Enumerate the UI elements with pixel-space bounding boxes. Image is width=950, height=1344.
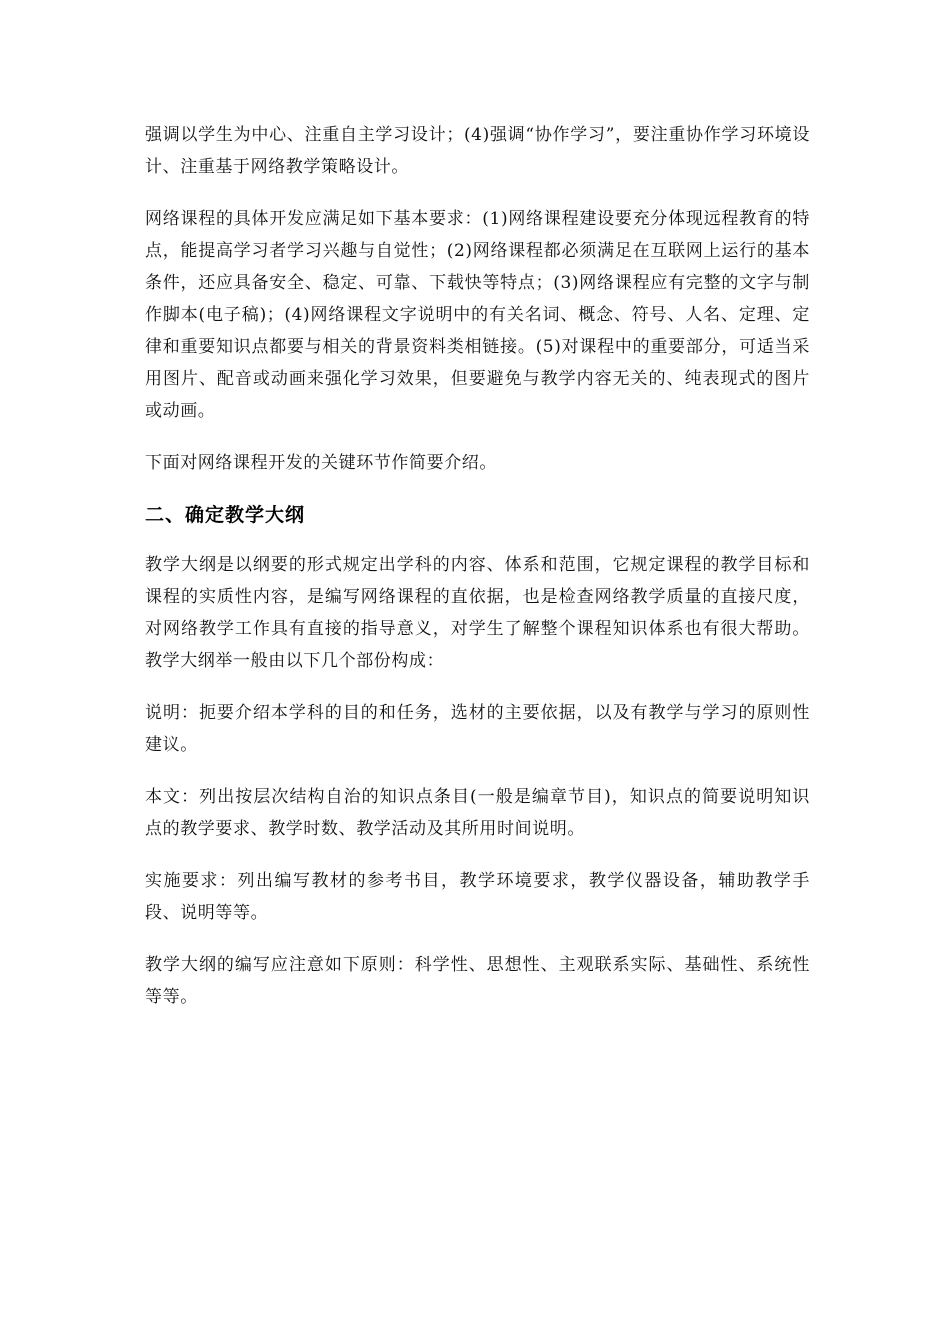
paragraph-implementation: 实施要求：列出编写教材的参考书目，教学环境要求，教学仪器设备，辅助教学手段、说明等等。 (145, 871, 810, 923)
paragraph-main-text: 本文：列出按层次结构自治的知识点条目(一般是编章节目)，知识点的简要说明知识点的教学要求、教学时数、教学活动及其所用时间说明。 (145, 787, 810, 839)
paragraph-basic-requirements: 网络课程的具体开发应满足如下基本要求：(1)网络课程建设要充分体现远程教育的特点，能提高学习者学习兴趣与自觉性；(2)网络课程都必须满足在互联网上运行的基本条件，还应具备安全、稳定、可靠、下载快等特点；(3)网络课程应有完整的文字与制作脚本(电子稿)；(4)网络课程文字说明中的有关名词、概念、符号、人名、定理、定律和重要知识点都要与相关的背景资料类相链接。(5)对课程中的重要部分，可适当采用图片、配音或动画来强化学习效果，但要避免与教学内容无关的、纯表现式的图片或动画。 (145, 209, 810, 421)
section-heading: 二、确定教学大纲 (145, 504, 306, 526)
paragraph-introduction: 下面对网络课程开发的关键环节作简要介绍。 (145, 453, 497, 473)
paragraph-syllabus-definition: 教学大纲是以纲要的形式规定出学科的内容、体系和范围，它规定课程的教学目标和课程的实质性内容，是编写网络课程的直依据，也是检查网络教学质量的直接尺度，对网络教学工作具有直接的指导意义，对学生了解整个课程知识体系也有很大帮助。教学大纲举一般由以下几个部份构成： (145, 555, 810, 671)
document-body (145, 119, 810, 1033)
paragraph-principles: 教学大纲的编写应注意如下原则：科学性、思想性、主观联系实际、基础性、系统性等等。 (145, 955, 810, 1007)
paragraph-student-centered: 强调以学生为中心、注重自主学习设计；(4)强调“协作学习”，要注重协作学习环境设计、注重基于网络教学策略设计。 (145, 125, 810, 177)
paragraph-explanation: 说明：扼要介绍本学科的目的和任务，选材的主要依据，以及有教学与学习的原则性建议。 (145, 703, 810, 755)
